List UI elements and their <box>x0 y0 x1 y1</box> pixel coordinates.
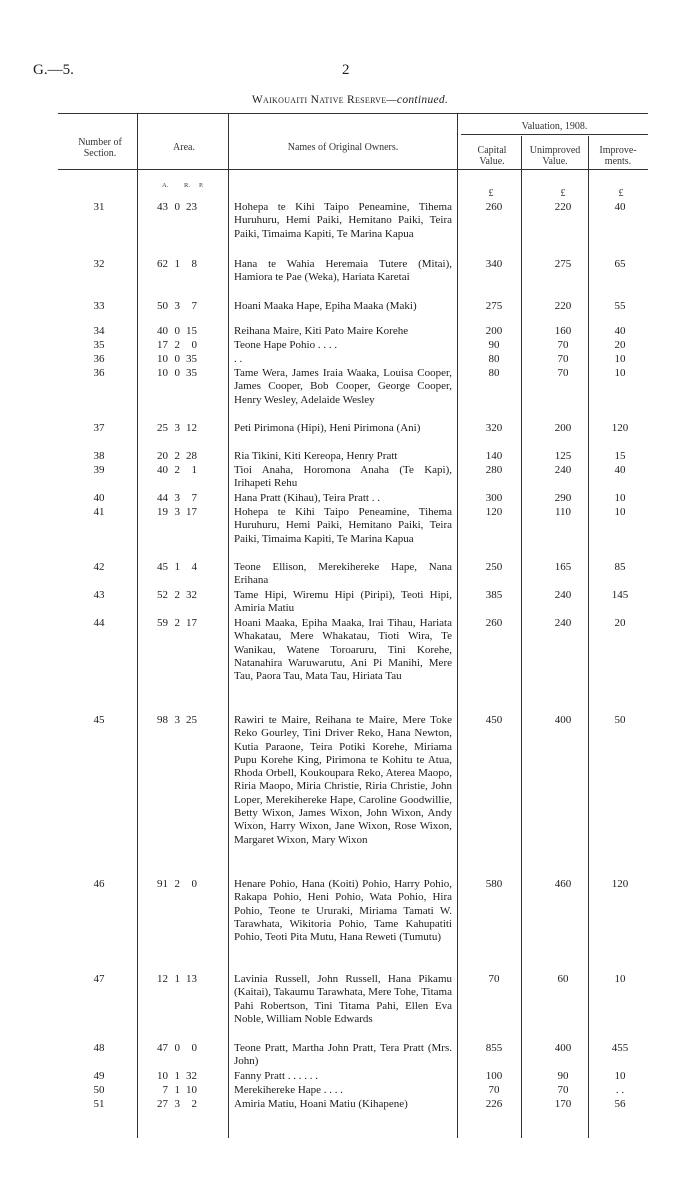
section-number: 33 <box>93 300 105 312</box>
area-perches: 0 <box>191 878 197 890</box>
area-perches: 4 <box>191 561 197 573</box>
area-perches: 1 <box>191 464 197 476</box>
capital-value: 140 <box>485 450 503 462</box>
improvements-value: 55 <box>614 300 626 312</box>
improvements-value: 10 <box>614 506 626 518</box>
area-acres: 17 <box>157 339 168 351</box>
area-roods: 3 <box>174 300 180 312</box>
currency-improvements: £ <box>618 188 624 199</box>
owner-names: Reihana Maire, Kiti Pato Maire Korehe <box>234 325 409 337</box>
section-number: 44 <box>93 617 105 629</box>
area-value <box>146 617 232 630</box>
area-roods: 0 <box>174 353 180 365</box>
improvements-value: 10 <box>614 353 626 365</box>
area-acres: 40 <box>157 325 168 337</box>
area-roods: 1 <box>174 1070 180 1082</box>
owner-names: Hohepa te Kihi Taipo Peneamine, Tihema Huruhuru, Hemi Paiki, Hemitano Paiki, Teira Paiki, Timaima Kapiti, Te Marina Kapua <box>234 201 452 240</box>
capital-value: 80 <box>488 367 500 379</box>
unit-roods: R. <box>184 182 190 189</box>
improvements-value: 56 <box>614 1098 626 1110</box>
capital-value: 580 <box>485 878 503 890</box>
unimproved-value: 60 <box>557 973 569 985</box>
unimproved-value: 160 <box>554 325 572 337</box>
improvements-value: 120 <box>611 422 629 434</box>
owner-names: Amiria Matiu, Hoani Matiu (Kihapene) <box>234 1098 408 1110</box>
header-unimproved: Unimproved Value. <box>529 145 581 167</box>
header-improvements: Improve-ments. <box>599 145 637 167</box>
section-number: 34 <box>93 325 105 337</box>
area-roods: 3 <box>174 714 180 726</box>
area-roods: 2 <box>174 339 180 351</box>
area-value <box>146 1070 232 1083</box>
unit-acres: A. <box>162 182 169 189</box>
area-roods: 1 <box>174 1084 180 1096</box>
unimproved-value: 275 <box>554 258 572 270</box>
capital-value: 855 <box>485 1042 503 1054</box>
area-acres: 43 <box>157 201 168 213</box>
section-number: 36 <box>93 353 105 365</box>
area-value <box>146 973 232 986</box>
area-value <box>146 589 232 602</box>
section-number: 37 <box>93 422 105 434</box>
section-number: 47 <box>93 973 105 985</box>
owner-names: Teone Ellison, Merekihereke Hape, Nana Erihana <box>234 561 452 587</box>
improvements-value: 10 <box>614 1070 626 1082</box>
valuation-sub-rule <box>461 134 648 135</box>
owner-names: Rawiri te Maire, Reihana te Maire, Mere Toke Reko Gourley, Tini Driver Reko, Hana Newton, Kutia Paraone, Teira Potiki Korehe, Miriama Pupu Korehe King, Pirimona te Kohitu te Atua, Rhoda Orbell, Koukoupara Reko, Aterea Maopo, Riria Maopo, Miria Christie, Riria Christie, John Loper, Merekihereke Hape, Caroline Goodwillie, Betty Wixon, James Wixon, John Wixon, Andy Wixon, Harry Wixon, Jane Wixon, Rose Wixon, Margaret Wixon, Mary Wixon <box>234 714 452 846</box>
area-perches: 10 <box>186 1084 197 1096</box>
improvements-value: 10 <box>614 973 626 985</box>
area-value <box>146 353 232 366</box>
unimproved-value: 240 <box>554 589 572 601</box>
header-bottom-rule <box>58 169 648 170</box>
unimproved-value: 200 <box>554 422 572 434</box>
capital-value: 200 <box>485 325 503 337</box>
area-perches: 32 <box>186 589 197 601</box>
currency-capital: £ <box>488 188 494 199</box>
area-perches: 17 <box>186 506 197 518</box>
owner-names: Tame Wera, James Iraia Waaka, Louisa Cooper, James Cooper, Bob Cooper, George Cooper, Henry Wesley, Adelaide Wesley <box>234 367 452 406</box>
improvements-value: 65 <box>614 258 626 270</box>
area-value <box>146 422 232 435</box>
improvements-value: 10 <box>614 367 626 379</box>
improvements-value: 455 <box>611 1042 629 1054</box>
improvements-value: 15 <box>614 450 626 462</box>
owner-names: Merekihereke Hape . . . . <box>234 1084 344 1096</box>
improvements-value: . . <box>615 1084 625 1096</box>
area-perches: 0 <box>191 1042 197 1054</box>
header-capital: Capital Value. <box>477 145 507 167</box>
area-perches: 17 <box>186 617 197 629</box>
area-perches: 35 <box>186 353 197 365</box>
area-acres: 25 <box>157 422 168 434</box>
area-perches: 25 <box>186 714 197 726</box>
improvements-value: 20 <box>614 617 626 629</box>
unimproved-value: 90 <box>557 1070 569 1082</box>
page-reference: G.—5. <box>33 62 74 78</box>
improvements-value: 10 <box>614 492 626 504</box>
header-area: Area. <box>173 142 195 153</box>
capital-value: 340 <box>485 258 503 270</box>
area-perches: 12 <box>186 422 197 434</box>
section-number: 50 <box>93 1084 105 1096</box>
area-value <box>146 258 232 271</box>
capital-value: 300 <box>485 492 503 504</box>
col-sep-unimproved-improvements <box>588 136 589 1138</box>
improvements-value: 40 <box>614 201 626 213</box>
area-value <box>146 878 232 891</box>
unimproved-value: 220 <box>554 201 572 213</box>
capital-value: 226 <box>485 1098 503 1110</box>
area-acres: 20 <box>157 450 168 462</box>
unimproved-value: 125 <box>554 450 572 462</box>
area-roods: 2 <box>174 464 180 476</box>
area-roods: 0 <box>174 367 180 379</box>
improvements-value: 40 <box>614 325 626 337</box>
area-value <box>146 506 232 519</box>
section-number: 43 <box>93 589 105 601</box>
area-roods: 0 <box>174 325 180 337</box>
unimproved-value: 70 <box>557 353 569 365</box>
section-number: 45 <box>93 714 105 726</box>
area-roods: 0 <box>174 201 180 213</box>
area-acres: 91 <box>157 878 168 890</box>
unimproved-value: 70 <box>557 339 569 351</box>
area-perches: 7 <box>191 300 197 312</box>
improvements-value: 20 <box>614 339 626 351</box>
owner-names: Hohepa te Kihi Taipo Peneamine, Tihema Huruhuru, Hemi Paiki, Hemitano Paiki, Teira Paiki, Timaima Kapiti, Te Marina Kapua <box>234 506 452 545</box>
area-roods: 2 <box>174 617 180 629</box>
area-acres: 10 <box>157 367 168 379</box>
unimproved-value: 240 <box>554 617 572 629</box>
area-value <box>146 300 232 313</box>
area-value <box>146 325 232 338</box>
area-perches: 13 <box>186 973 197 985</box>
area-acres: 50 <box>157 300 168 312</box>
improvements-value: 145 <box>611 589 629 601</box>
area-value <box>146 201 232 214</box>
improvements-value: 85 <box>614 561 626 573</box>
header-section: Number of Section. <box>78 137 122 159</box>
section-number: 41 <box>93 506 105 518</box>
section-number: 32 <box>93 258 105 270</box>
area-value <box>146 339 232 352</box>
area-roods: 1 <box>174 258 180 270</box>
section-number: 46 <box>93 878 105 890</box>
section-number: 48 <box>93 1042 105 1054</box>
title-caps: Waikouaiti Native Reserve <box>251 94 387 106</box>
section-number: 51 <box>93 1098 105 1110</box>
owner-names: Teone Hape Pohio . . . . <box>234 339 338 351</box>
capital-value: 100 <box>485 1070 503 1082</box>
unimproved-value: 170 <box>554 1098 572 1110</box>
area-perches: 0 <box>191 339 197 351</box>
header-top-rule <box>58 113 648 114</box>
area-acres: 62 <box>157 258 168 270</box>
area-roods: 3 <box>174 506 180 518</box>
unimproved-value: 70 <box>557 1084 569 1096</box>
area-value <box>146 561 232 574</box>
capital-value: 280 <box>485 464 503 476</box>
unimproved-value: 460 <box>554 878 572 890</box>
unimproved-value: 290 <box>554 492 572 504</box>
area-perches: 7 <box>191 492 197 504</box>
title-continued: —continued. <box>386 94 449 106</box>
area-value <box>146 1042 232 1055</box>
owner-names: Peti Pirimona (Hipi), Heni Pirimona (Ani) <box>234 422 421 434</box>
col-sep-section-area <box>137 113 138 1138</box>
capital-value: 275 <box>485 300 503 312</box>
area-roods: 3 <box>174 1098 180 1110</box>
area-value <box>146 1098 232 1111</box>
area-value <box>146 714 232 727</box>
header-valuation: Valuation, 1908. <box>521 121 588 132</box>
capital-value: 385 <box>485 589 503 601</box>
area-perches: 8 <box>191 258 197 270</box>
area-roods: 2 <box>174 878 180 890</box>
capital-value: 80 <box>488 353 500 365</box>
area-roods: 0 <box>174 1042 180 1054</box>
capital-value: 260 <box>485 201 503 213</box>
area-acres: 44 <box>157 492 168 504</box>
area-roods: 1 <box>174 561 180 573</box>
area-value <box>146 492 232 505</box>
capital-value: 260 <box>485 617 503 629</box>
header-owners: Names of Original Owners. <box>287 142 399 153</box>
area-value <box>146 1084 232 1097</box>
capital-value: 120 <box>485 506 503 518</box>
page-title <box>0 94 700 106</box>
improvements-value: 50 <box>614 714 626 726</box>
capital-value: 70 <box>488 973 500 985</box>
section-number: 31 <box>93 201 105 213</box>
area-acres: 59 <box>157 617 168 629</box>
col-sep-capital-unimproved <box>521 136 522 1138</box>
area-perches: 23 <box>186 201 197 213</box>
area-acres: 7 <box>162 1084 168 1096</box>
owner-names: Tame Hipi, Wiremu Hipi (Piripi), Teoti Hipi, Amiria Matiu <box>234 589 452 615</box>
improvements-value: 120 <box>611 878 629 890</box>
unimproved-value: 220 <box>554 300 572 312</box>
capital-value: 70 <box>488 1084 500 1096</box>
capital-value: 90 <box>488 339 500 351</box>
improvements-value: 40 <box>614 464 626 476</box>
owner-names: . . <box>234 353 243 365</box>
area-acres: 27 <box>157 1098 168 1110</box>
unimproved-value: 400 <box>554 714 572 726</box>
area-acres: 98 <box>157 714 168 726</box>
unimproved-value: 70 <box>557 367 569 379</box>
owner-names: Fanny Pratt . . . . . . <box>234 1070 319 1082</box>
owner-names: Tioi Anaha, Horomona Anaha (Te Kapi), Irihapeti Rehu <box>234 464 452 490</box>
area-roods: 2 <box>174 589 180 601</box>
area-roods: 1 <box>174 973 180 985</box>
unimproved-value: 240 <box>554 464 572 476</box>
unit-perches: P. <box>199 182 204 189</box>
area-perches: 15 <box>186 325 197 337</box>
owner-names: Hana Pratt (Kihau), Teira Pratt . . <box>234 492 380 504</box>
area-roods: 3 <box>174 492 180 504</box>
area-roods: 2 <box>174 450 180 462</box>
area-acres: 19 <box>157 506 168 518</box>
capital-value: 250 <box>485 561 503 573</box>
col-sep-names-capital <box>457 113 458 1138</box>
area-perches: 35 <box>186 367 197 379</box>
section-number: 40 <box>93 492 105 504</box>
area-perches: 28 <box>186 450 197 462</box>
area-roods: 3 <box>174 422 180 434</box>
section-number: 38 <box>93 450 105 462</box>
owner-names: Hoani Maaka, Epiha Maaka, Irai Tihau, Hariata Whakatau, Mere Whakatau, Tioti Wira, Te Wanikau, Watene Toroaruru, Tini Korehe, Natanahira Waruwarutu, Ani Pi Manihi, Mere Tau, Paora Tau, Mata Tau, Hiriata Tau <box>234 617 452 683</box>
area-perches: 32 <box>186 1070 197 1082</box>
section-number: 42 <box>93 561 105 573</box>
section-number: 49 <box>93 1070 105 1082</box>
unimproved-value: 400 <box>554 1042 572 1054</box>
owner-names: Ria Tikini, Kiti Kereopa, Henry Pratt <box>234 450 398 462</box>
unimproved-value: 165 <box>554 561 572 573</box>
owner-names: Henare Pohio, Hana (Koiti) Pohio, Harry Pohio, Rakapa Pohio, Heni Pohio, Wata Pohio, Hira Pohio, Teone te Ururaki, Miriama Tamati W. Tarawhata, Wikitoria Pohio, Tame Kahupatiti Pohio, Teoti Pita Mutu, Hana Reweti (Tumutu) <box>234 878 452 944</box>
area-acres: 52 <box>157 589 168 601</box>
owner-names: Teone Pratt, Martha John Pratt, Tera Pratt (Mrs. John) <box>234 1042 452 1068</box>
area-acres: 12 <box>157 973 168 985</box>
area-acres: 47 <box>157 1042 168 1054</box>
owner-names: Hoani Maaka Hape, Epiha Maaka (Maki) <box>234 300 417 312</box>
area-perches: 2 <box>191 1098 197 1110</box>
unimproved-value: 110 <box>554 506 572 518</box>
area-value <box>146 464 232 477</box>
area-acres: 40 <box>157 464 168 476</box>
owner-names: Lavinia Russell, John Russell, Hana Pikamu (Kaitai), Takaumu Tarawhata, Mere Tohe, Titama Pahi Robertson, Tini Titama Pahi, Ellen Eva Noble, William Noble Edwards <box>234 973 452 1025</box>
area-acres: 10 <box>157 353 168 365</box>
area-value <box>146 450 232 463</box>
capital-value: 320 <box>485 422 503 434</box>
area-acres: 45 <box>157 561 168 573</box>
section-number: 36 <box>93 367 105 379</box>
page-number: 2 <box>342 62 350 78</box>
area-value <box>146 367 232 380</box>
capital-value: 450 <box>485 714 503 726</box>
section-number: 35 <box>93 339 105 351</box>
section-number: 39 <box>93 464 105 476</box>
owner-names: Hana te Wahia Heremaia Tutere (Mitai), Hamiora te Pae (Weka), Hariata Karetai <box>234 258 452 284</box>
area-acres: 10 <box>157 1070 168 1082</box>
currency-unimproved: £ <box>560 188 566 199</box>
